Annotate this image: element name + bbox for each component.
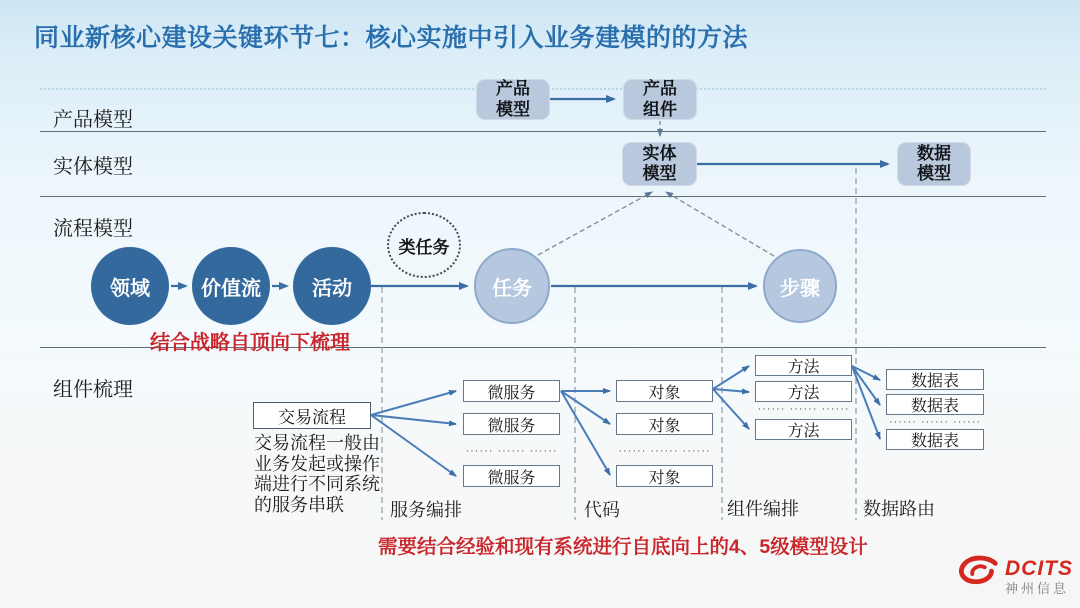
box-method: 方法 bbox=[755, 381, 852, 402]
trade-flow-description: 交易流程一般由业务发起或操作端进行不同系统的服务串联 bbox=[254, 433, 380, 515]
dashed-task-to-entity bbox=[538, 192, 652, 255]
region-label-data-routing: 数据路由 bbox=[863, 499, 935, 519]
slide-title: 同业新核心建设关键环节七：核心实施中引入业务建模的的方法 bbox=[34, 24, 749, 52]
box-data-table: 数据表 bbox=[886, 429, 984, 450]
box-data-table: 数据表 bbox=[886, 394, 984, 415]
region-label-code: 代码 bbox=[584, 500, 620, 520]
ellipsis-microservices: ······ ······ ······ bbox=[465, 445, 558, 457]
circle-task bbox=[474, 248, 550, 324]
circle-class-task bbox=[387, 212, 461, 278]
lane-label-component-sorting: 组件梳理 bbox=[53, 379, 133, 401]
dcits-logo-text bbox=[1005, 558, 1073, 595]
node-entity-model bbox=[622, 142, 697, 186]
circle-activity bbox=[293, 247, 371, 325]
node-product-component-line2: 组件 bbox=[643, 99, 677, 119]
box-object: 对象 bbox=[616, 380, 713, 402]
lane-label-process-model: 流程模型 bbox=[53, 218, 133, 240]
box-microservice: 微服务 bbox=[463, 465, 560, 487]
dcits-logo-icon bbox=[956, 554, 1002, 594]
lane-label-product-model: 产品模型 bbox=[53, 109, 133, 131]
ellipsis-methods: ······ ······ ······ bbox=[757, 403, 850, 415]
circle-activity-label: 活动 bbox=[312, 277, 352, 300]
circle-class-task-label: 类任务 bbox=[398, 237, 450, 257]
node-entity-model-line2: 模型 bbox=[642, 164, 677, 183]
region-label-component-orchestration: 组件编排 bbox=[727, 499, 799, 519]
circle-domain-label: 领域 bbox=[110, 277, 150, 300]
node-product-component bbox=[623, 79, 697, 120]
box-method: 方法 bbox=[755, 355, 852, 376]
circle-step-label: 步骤 bbox=[780, 277, 820, 300]
node-product-model-line1: 产品 bbox=[496, 79, 530, 99]
logo-brand: DCITS bbox=[1005, 557, 1073, 580]
circle-value-stream-label: 价值流 bbox=[201, 277, 261, 300]
fan-object-to-methods bbox=[713, 366, 749, 429]
box-data-table: 数据表 bbox=[886, 369, 984, 390]
region-label-service-orchestration: 服务编排 bbox=[390, 500, 462, 520]
annotation-top-down: 结合战略自顶向下梳理 bbox=[150, 332, 350, 354]
fan-microservice-to-objects bbox=[561, 391, 610, 475]
annotation-bottom-up: 需要结合经验和现有系统进行自底向上的4、5级模型设计 bbox=[378, 536, 868, 558]
circle-task-label: 任务 bbox=[492, 277, 532, 300]
box-object: 对象 bbox=[616, 465, 713, 487]
node-product-model bbox=[476, 79, 550, 120]
lane-label-entity-model: 实体模型 bbox=[53, 156, 133, 178]
box-object: 对象 bbox=[616, 413, 713, 435]
box-microservice: 微服务 bbox=[463, 413, 560, 435]
node-product-component-line1: 产品 bbox=[643, 79, 677, 99]
circle-value-stream bbox=[192, 247, 270, 325]
circle-step bbox=[763, 249, 837, 323]
node-entity-model-line1: 实体 bbox=[642, 143, 677, 163]
circle-domain bbox=[91, 247, 169, 325]
ellipsis-objects: ······ ······ ······ bbox=[618, 445, 711, 457]
node-product-model-line2: 模型 bbox=[496, 99, 530, 119]
dashed-step-to-entity bbox=[666, 192, 774, 256]
logo-company: 神州信息 bbox=[1005, 581, 1070, 596]
node-data-model bbox=[897, 142, 971, 186]
box-microservice: 微服务 bbox=[463, 380, 560, 402]
ellipsis-tables: ······ ······ ······ bbox=[888, 416, 982, 428]
node-data-model-line1: 数据 bbox=[917, 143, 951, 163]
box-trade-flow: 交易流程 bbox=[253, 402, 371, 429]
node-data-model-line2: 模型 bbox=[917, 164, 951, 183]
box-method: 方法 bbox=[755, 419, 852, 440]
